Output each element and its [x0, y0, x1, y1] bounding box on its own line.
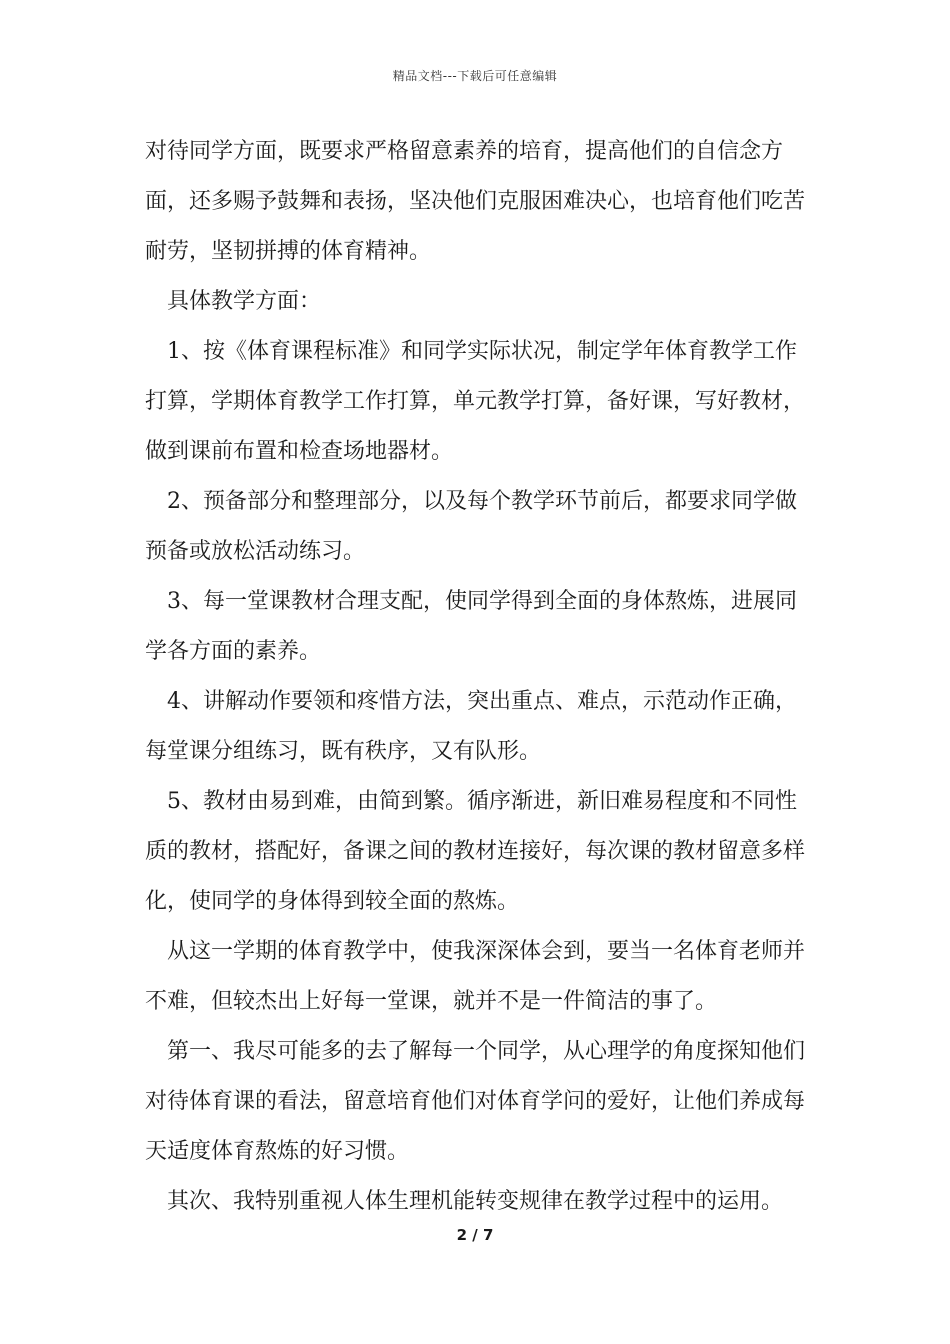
document-body — [145, 127, 810, 1227]
paragraph-item-2: 2、预备部分和整理部分，以及每个教学环节前后，都要求同学做预备或放松活动练习。 — [145, 489, 797, 564]
page-header: 精品文档---下载后可任意编辑 — [392, 69, 558, 83]
paragraph-item-5: 5、教材由易到难，由简到繁。循序渐进，新旧难易程度和不同性质的教材，搭配好，备课之间的教材连接好，每次课的教材留意多样化，使同学的身体得到较全面的熬炼。 — [145, 789, 806, 914]
paragraph-reflection: 从这一学期的体育教学中，使我深深体会到，要当一名体育老师并不难，但较杰出上好每一堂课，就并不是一件简洁的事了。 — [145, 939, 806, 1014]
paragraph-teaching-heading: 具体教学方面： — [167, 289, 322, 314]
paragraph-classmates: 对待同学方面，既要求严格留意素养的培育，提高他们的自信念方面，还多赐予鼓舞和表扬，坚决他们克服困难决心，也培育他们吃苦耐劳，坚韧拼搏的体育精神。 — [145, 139, 806, 264]
paragraph-item-1: 1、按《体育课程标准》和同学实际状况，制定学年体育教学工作打算，学期体育教学工作打算，单元教学打算，备好课，写好教材，做到课前布置和检查场地器材。 — [145, 339, 806, 464]
paragraph-item-4: 4、讲解动作要领和疼惜方法，突出重点、难点，示范动作正确，每堂课分组练习，既有秩序，又有队形。 — [145, 689, 797, 764]
page-number: 2 / 7 — [456, 1226, 494, 1244]
paragraph-second-point: 其次、我特别重视人体生理机能转变规律在教学过程中的运用。 — [167, 1189, 784, 1214]
paragraph-item-3: 3、每一堂课教材合理支配，使同学得到全面的身体熬炼，进展同学各方面的素养。 — [145, 589, 797, 664]
paragraph-first-point: 第一、我尽可能多的去了解每一个同学，从心理学的角度探知他们对待体育课的看法，留意培育他们对体育学问的爱好，让他们养成每天适度体育熬炼的好习惯。 — [145, 1039, 806, 1164]
